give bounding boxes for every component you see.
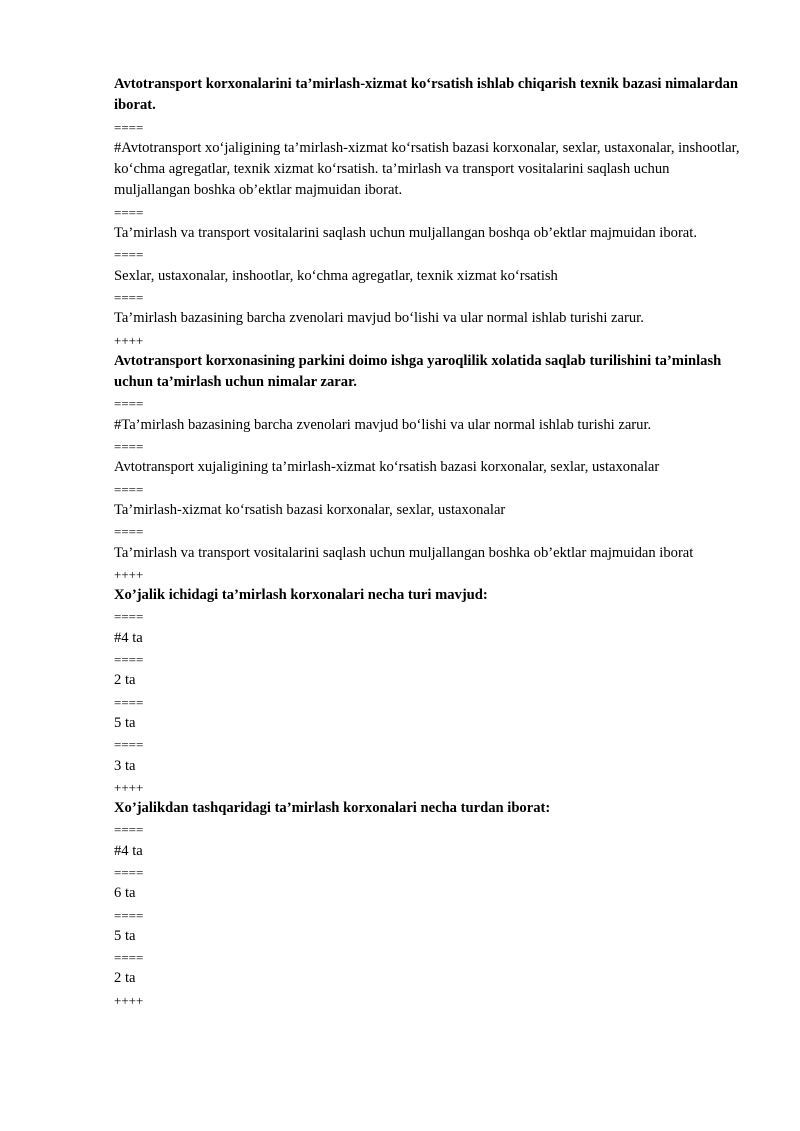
answer-option: Ta’mirlash va transport vositalarini saqlash uchun muljallangan boshqa ob’ektlar majmuidan iborat. [114, 225, 697, 242]
answer-separator: ==== [114, 204, 144, 220]
question-separator: ++++ [114, 779, 144, 795]
answer-separator: ==== [114, 950, 144, 966]
answer-separator: ==== [114, 119, 144, 135]
answer-option: 2 ta [114, 970, 136, 987]
question-block [114, 351, 744, 585]
answer-option: Sexlar, ustaxonalar, inshootlar, ko‘chma agregatlar, texnik xizmat ko‘rsatish [114, 267, 558, 284]
question-text: Avtotransport korxonalarini ta’mirlash-xizmat ko‘rsatish ishlab chiqarish texnik bazasi nimalardan iborat. [114, 76, 739, 114]
answer-option: Ta’mirlash va transport vositalarini saqlash uchun muljallangan boshka ob’ektlar majmuidan iborat [114, 544, 694, 561]
answer-separator: ==== [114, 652, 144, 668]
answer-option: 6 ta [114, 885, 136, 902]
answer-separator: ==== [114, 609, 144, 625]
answer-option: Avtotransport xujaligining ta’mirlash-xizmat ko‘rsatish bazasi korxonalar, sexlar, ustaxonalar [114, 459, 660, 476]
answer-separator: ==== [114, 289, 144, 305]
question-block [114, 74, 744, 351]
answer-separator: ==== [114, 694, 144, 710]
answer-separator: ==== [114, 737, 144, 753]
answer-option: 3 ta [114, 757, 136, 774]
question-text: Xo’jalikdan tashqaridagi ta’mirlash korxonalari necha turdan iborat: [114, 800, 551, 817]
question-block [114, 798, 744, 1011]
answer-separator: ==== [114, 481, 144, 497]
answer-separator: ==== [114, 396, 144, 412]
document-page [114, 74, 744, 1011]
answer-option: 2 ta [114, 672, 136, 689]
answer-separator: ==== [114, 864, 144, 880]
question-separator: ++++ [114, 566, 144, 582]
answer-separator: ==== [114, 524, 144, 540]
answer-option: Ta’mirlash-xizmat ko‘rsatish bazasi korxonalar, sexlar, ustaxonalar [114, 501, 506, 518]
answer-option: 5 ta [114, 714, 136, 731]
answer-option: 5 ta [114, 927, 136, 944]
question-text: Avtotransport korxonasining parkini doimo ishga yaroqlilik xolatida saqlab turilishini ta’minlash uchun ta’mirlash uchun nimalar zarar. [114, 352, 722, 391]
answer-option: #4 ta [114, 629, 143, 646]
answer-separator: ==== [114, 247, 144, 263]
question-separator: ++++ [114, 332, 144, 348]
answer-separator: ==== [114, 822, 144, 838]
answer-option: #Avtotransport xo‘jaligining ta’mirlash-xizmat ko‘rsatish bazasi korxonalar, sexlar, ustaxonalar, inshootlar, ko‘chma agregatlar, texnik xizmat ko‘rsatish. ta’mirlash va transport vositalarini saqlash uchun muljallangan boshka ob’ektlar majmuidan iborat. [114, 139, 740, 199]
answer-option: #Ta’mirlash bazasining barcha zvenolari mavjud bo‘lishi va ular normal ishlab turishi zarur. [114, 416, 652, 433]
answer-separator: ==== [114, 907, 144, 923]
answer-option: #4 ta [114, 842, 143, 859]
answer-separator: ==== [114, 439, 144, 455]
question-block [114, 585, 744, 798]
answer-option: Ta’mirlash bazasining barcha zvenolari mavjud bo‘lishi va ular normal ishlab turishi zarur. [114, 310, 644, 327]
question-text: Xo’jalik ichidagi ta’mirlash korxonalari necha turi mavjud: [114, 587, 488, 604]
question-separator: ++++ [114, 992, 144, 1008]
